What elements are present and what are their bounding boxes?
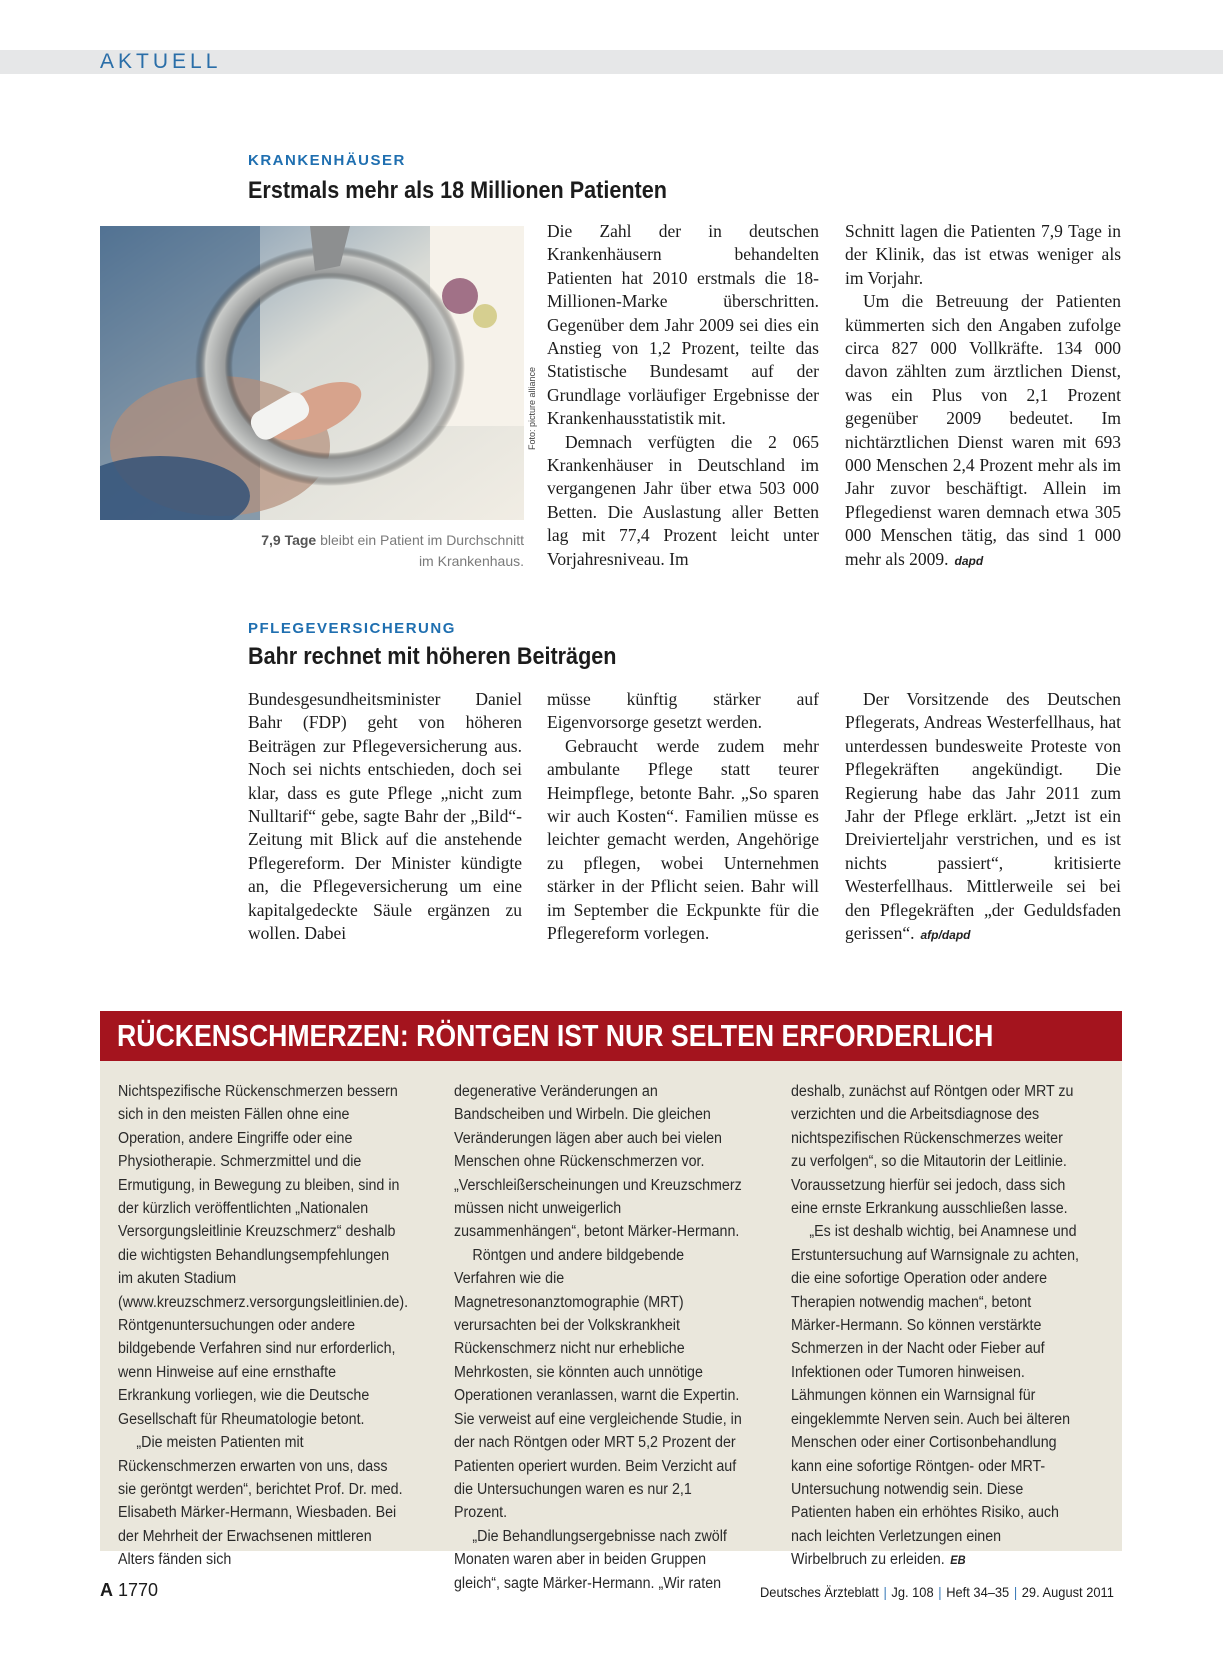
journal-volume: Jg. 108	[891, 1584, 934, 1600]
article1-column-1	[547, 220, 819, 571]
article2-column-3	[845, 688, 1121, 947]
journal-date: 29. August 2011	[1021, 1584, 1114, 1600]
paragraph: Demnach verfügten die 2 065 Krankenhäuser in Deutschland im vergangenen Jahr über etwa 503 000 Betten. Die Auslastung aller Betten lag mit 77,4 Prozent leicht unter Vorjahresniveau. Im	[547, 431, 819, 569]
folio-number: 1770	[118, 1580, 159, 1600]
article1-kicker: KRANKENHÄUSER	[248, 152, 406, 169]
box-column-1	[118, 1080, 407, 1572]
separator: |	[938, 1584, 942, 1600]
separator: |	[883, 1584, 887, 1600]
paragraph: Nichtspezifische Rückenschmerzen bessern sich in den meisten Fällen ohne eine Operation, andere Eingriffe oder eine Physiotherapie. Schmerzmittel und die Ermutigung, in Bewegung zu bleiben, sind in der kürzlich veröffentlichten „Nationalen Versorgungsleitlinie Kreuzschmerz“ deshalb die wichtigsten Behandlungsempfehlungen im akuten Stadium (www.kreuzschmerz.versorgungsleitlinien.de). Röntgenuntersuchungen oder andere bildgebende Verfahren sind nur erforderlich, wenn Hinweise auf eine ernsthafte Erkrankung vorliegen, wie die Deutsche Gesellschaft für Rheumatologie betont.	[118, 1083, 409, 1428]
paragraph: Gebraucht werde zudem mehr ambulante Pflege statt teurer Heimpflege, betonte Bahr. „So sparen wir auch Kosten“. Familien müsse es leichter gemacht werden, Angehörige zu pflegen, wobei Unternehmen stärker in der Pflicht seien. Bahr will im September die Eckpunkte für die Pflegereform vorlegen.	[547, 735, 819, 944]
caption-highlight: 7,9 Tage	[261, 532, 317, 548]
separator: |	[1013, 1584, 1018, 1600]
paragraph	[845, 688, 1121, 947]
paragraph	[791, 1220, 1080, 1572]
paragraph-text: Der Vorsitzende des Deutschen Pflegerats, Andreas Westerfellhaus, hat unterdessen bundesweite Proteste von Pflegekräften angekündigt. Die Regierung habe das Jahr 2011 zum Jahr der Pflege erklärt. „Jetzt ist ein Dreivierteljahr verstrichen, und es ist nichts passiert“, kritisierte Westerfellhaus. Mittlerweile sei bei den Pflegekräften „der Geduldsfaden gerissen“.	[845, 689, 1121, 944]
photo-caption	[250, 530, 524, 572]
source-tag: afp/dapd	[920, 928, 971, 943]
paragraph-text: Um die Betreuung der Patienten kümmerten sich den Angaben zufolge circa 827 000 Vollkräfte. 134 000 davon zählten zum ärztlichen Dienst, was ein Plus von 2,1 Prozent gegenüber 2009 bedeutet. Im nichtärztlichen Dienst waren mit 693 000 Menschen 2,4 Prozent mehr als im Jahr zuvor beschäftigt. Allein im Pflegedienst waren demnach etwa 305 000 Menschen tätig, das sind 1 000 mehr als 2009.	[845, 291, 1121, 569]
caption-text: bleibt ein Patient im Durchschnitt im Krankenhaus.	[316, 532, 524, 569]
article1-headline: Erstmals mehr als 18 Millionen Patienten	[248, 177, 667, 204]
photo-credit: Foto: picture alliance	[527, 366, 537, 450]
box-column-2	[454, 1080, 743, 1595]
paragraph: „Die meisten Patienten mit Rückenschmerzen erwarten von uns, dass sie geröntgt werden“, berichtet Prof. Dr. med. Elisabeth Märker-Hermann, Wiesbaden. Bei der Mehrheit der Erwachsenen mittleren Alters fänden sich	[118, 1434, 403, 1569]
journal-name: Deutsches Ärzteblatt	[760, 1584, 879, 1600]
box-column-3	[791, 1080, 1080, 1573]
paragraph: Schnitt lagen die Patienten 7,9 Tage in der Klinik, das ist etwas weniger als im Vorjahr.	[845, 221, 1121, 288]
paragraph: degenerative Veränderungen an Bandscheiben und Wirbeln. Die gleichen Veränderungen lägen aber auch bei vielen Menschen ohne Rückenschmerzen vor. „Verschleißerscheinungen und Kreuzschmerz müssen nicht unweigerlich zusammenhängen“, betont Märker-Hermann.	[454, 1083, 742, 1241]
paragraph: Bundesgesundheitsminister Daniel Bahr (FDP) geht von höheren Beiträgen zur Pflegeversicherung aus. Noch sei nichts entschieden, doch sei klar, dass es gute Pflege „nicht zum Nulltarif“ gebe, sagte Bahr der „Bild“-Zeitung mit Blick auf die anstehende Pflegereform. Der Minister kündigte an, die Pflegeversicherung um eine kapitalgedeckte Säule ergänzen zu wollen. Dabei	[248, 689, 522, 944]
source-tag: dapd	[954, 553, 984, 568]
source-tag: EB	[950, 1553, 966, 1568]
info-box-title: RÜCKENSCHMERZEN: RÖNTGEN IST NUR SELTEN ERFORDERLICH	[117, 1018, 994, 1053]
paragraph: Röntgen und andere bildgebende Verfahren wie die Magnetresonanztomographie (MRT) verursachten bei der Volkskrankheit Rückenschmerz nicht nur erhebliche Mehrkosten, sie könnten auch unnötige Operationen veranlassen, warnt die Expertin. Sie verweist auf eine vergleichende Studie, in der nach Röntgen oder MRT 5,2 Prozent der Patienten operiert wurden. Beim Verzicht auf die Untersuchungen waren es nur 2,1 Prozent.	[454, 1246, 742, 1522]
page-folio	[100, 1580, 158, 1601]
paragraph: müsse künftig stärker auf Eigenvorsorge gesetzt werden.	[547, 689, 819, 733]
paragraph	[845, 290, 1121, 573]
section-label: AKTUELL	[100, 50, 222, 73]
article2-kicker: PFLEGEVERSICHERUNG	[248, 620, 456, 637]
paragraph: Die Zahl der in deutschen Krankenhäusern behandelten Patienten hat 2010 erstmals die 18-Millionen-Marke überschritten. Gegenüber dem Jahr 2009 sei dies ein Anstieg von 1,2 Prozent, teilte das Statistische Bundesamt auf der Grundlage vorläufiger Ergebnisse der Krankenhausstatistik mit.	[547, 221, 819, 429]
paragraph: deshalb, zunächst auf Röntgen oder MRT zu verzichten und die Arbeitsdiagnose des nichtspezifischen Rückenschmerzes weiter zu verfolgen“, so die Mitautorin der Leitlinie. Voraussetzung hierfür sei jedoch, dass sich eine ernste Erkrankung ausschließen lasse.	[791, 1083, 1074, 1218]
journal-footer	[760, 1584, 1114, 1600]
article1-column-2	[845, 220, 1121, 573]
article2-column-2	[547, 688, 819, 945]
paragraph: „Die Behandlungsergebnisse nach zwölf Monaten waren aber in beiden Gruppen gleich“, sagte Märker-Hermann. „Wir raten	[454, 1527, 727, 1592]
article1-photo	[100, 226, 524, 520]
article2-column-1	[248, 688, 522, 945]
article2-headline: Bahr rechnet mit höheren Beiträgen	[248, 643, 617, 670]
journal-issue: Heft 34–35	[946, 1584, 1010, 1600]
paragraph-text: „Es ist deshalb wichtig, bei Anamnese und Erstuntersuchung auf Warnsignale zu achten, die eine sofortige Operation oder andere Therapien notwendig machen“, betont Märker-Hermann. So können verstärkte Schmerzen in der Nacht oder Fieber auf Infektionen oder Tumoren hinweisen. Lähmungen können ein Warnsignal für eingeklemmte Nerven sein. Auch bei älteren Menschen oder einer Cortisonbehandlung kann eine sofortige Röntgen- oder MRT-Untersuchung notwendig sein. Diese Patienten haben ein erhöhtes Risiko, auch nach leichten Verletzungen einen Wirbelbruch zu erleiden.	[791, 1223, 1080, 1569]
folio-letter: A	[100, 1580, 113, 1600]
patient-photo-illustration	[100, 226, 524, 520]
